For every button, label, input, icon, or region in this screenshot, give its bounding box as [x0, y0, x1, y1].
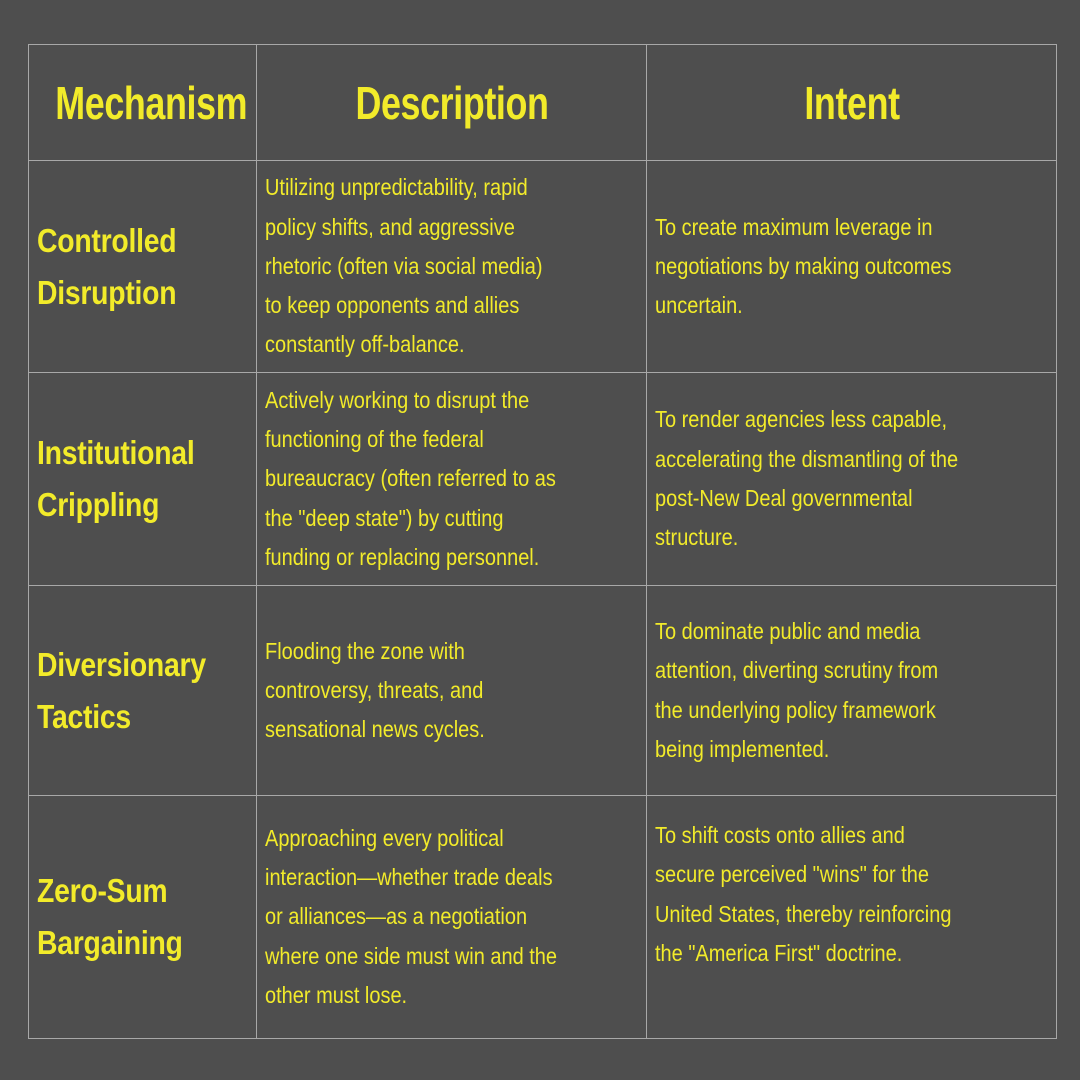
description-cell [257, 796, 647, 1039]
description-line: Actively working to disrupt the [265, 386, 530, 413]
description-line: other must lose. [265, 981, 408, 1008]
intent-cell [647, 586, 1057, 796]
description-line: rhetoric (often via social media) [265, 252, 543, 279]
description-line: to keep opponents and allies [265, 292, 520, 319]
mechanism-line: Tactics [37, 697, 131, 735]
intent-cell [647, 161, 1057, 373]
description-line: bureaucracy (often referred to as [265, 465, 556, 492]
intent-line: attention, diverting scrutiny from [655, 657, 939, 684]
description-line: functioning of the federal [265, 426, 484, 453]
header-mechanism-label: Mechanism [54, 76, 247, 129]
mechanism-line: Diversionary [37, 645, 206, 683]
intent-cell [647, 373, 1057, 586]
mechanism-cell [29, 161, 257, 373]
header-intent [692, 45, 1012, 161]
mechanism-cell [29, 796, 257, 1039]
intent-line: accelerating the dismantling of the [655, 445, 959, 472]
description-cell [257, 161, 647, 373]
mechanism-cell [29, 373, 257, 586]
intent-line: secure perceived "wins" for the [655, 861, 929, 888]
description-line: Flooding the zone with [265, 637, 465, 664]
mechanism-line: Controlled [37, 221, 177, 259]
description-line: the "deep state") by cutting [265, 504, 504, 531]
description-line: funding or replacing personnel. [265, 543, 540, 570]
intent-cell [647, 796, 1057, 1039]
intent-line: the underlying policy framework [655, 696, 936, 723]
mechanism-cell [29, 586, 257, 796]
description-cell [257, 586, 647, 796]
header-intent-label: Intent [803, 76, 900, 129]
description-line: controversy, threats, and [265, 676, 484, 703]
mechanism-line: Crippling [37, 486, 160, 523]
description-line: or alliances—as a negotiation [265, 903, 528, 930]
intent-line: post-New Deal governmental [655, 485, 913, 511]
intent-line: To shift costs onto allies and [655, 822, 905, 848]
header-mechanism [54, 45, 247, 161]
mechanism-line: Bargaining [37, 924, 183, 961]
intent-line: To dominate public and media [655, 617, 921, 644]
intent-line: To create maximum leverage in [655, 213, 933, 240]
mechanism-line: Institutional [37, 434, 195, 471]
header-description-label: Description [354, 76, 549, 129]
intent-line: uncertain. [655, 292, 743, 319]
mechanism-table [28, 44, 1057, 1039]
table-row [29, 586, 1057, 796]
header-description [299, 45, 603, 161]
description-cell [257, 373, 647, 586]
intent-line: the "America First" doctrine. [655, 939, 903, 966]
intent-line: being implemented. [655, 735, 830, 762]
intent-line: United States, thereby reinforcing [655, 900, 952, 927]
description-line: policy shifts, and aggressive [265, 213, 515, 240]
table-row [29, 796, 1057, 1039]
description-line: sensational news cycles. [265, 716, 485, 743]
mechanism-line: Disruption [37, 273, 177, 311]
description-line: constantly off-balance. [265, 331, 465, 358]
intent-line: To render agencies less capable, [655, 406, 948, 433]
intent-line: negotiations by making outcomes [655, 252, 952, 279]
header-row [29, 45, 1057, 161]
mechanism-line: Zero-Sum [37, 872, 168, 909]
table-row [29, 161, 1057, 373]
description-line: where one side must win and the [265, 942, 558, 969]
description-line: interaction—whether trade deals [265, 864, 553, 891]
description-line: Approaching every political [265, 824, 504, 851]
table-row [29, 373, 1057, 586]
description-line: Utilizing unpredictability, rapid [265, 174, 528, 201]
intent-line: structure. [655, 524, 739, 551]
